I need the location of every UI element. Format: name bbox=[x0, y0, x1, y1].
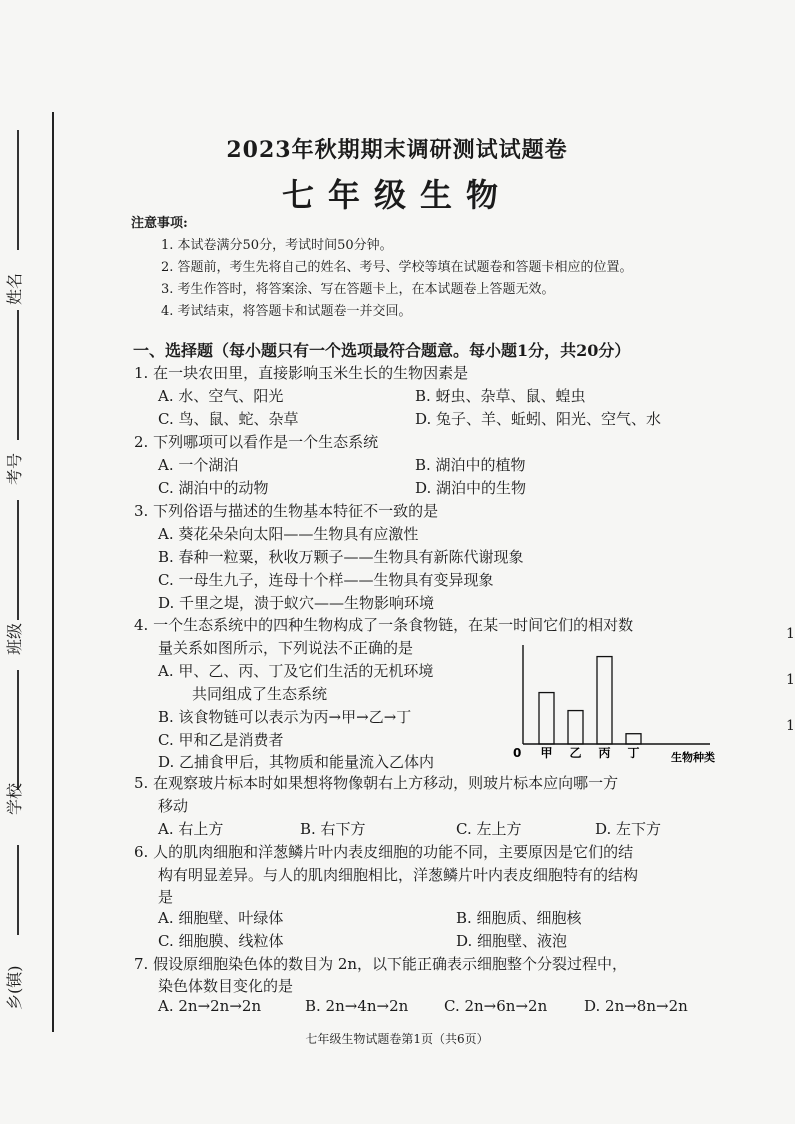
option: C. 甲和乙是消费者 bbox=[158, 731, 284, 749]
question-stem: 是 bbox=[158, 888, 174, 906]
bar-乙 bbox=[568, 711, 583, 744]
right-edge-mark: 1 bbox=[786, 672, 795, 688]
option: D. 兔子、羊、蚯蚓、阳光、空气、水 bbox=[415, 410, 662, 428]
option: A. 2n→2n→2n bbox=[158, 997, 262, 1015]
question-stem: 3. 下列俗语与描述的生物基本特征不一致的是 bbox=[134, 502, 439, 520]
right-edge-mark: 1 bbox=[786, 718, 795, 734]
option: B. 该食物链可以表示为丙→甲→乙→丁 bbox=[158, 708, 412, 726]
notice-item: 2. 答题前，考生先将自己的姓名、考号、学校等填在试题卷和答题卡相应的位置。 bbox=[161, 260, 633, 275]
food-chain-bar-chart bbox=[505, 640, 725, 768]
option: D. 湖泊中的生物 bbox=[415, 479, 527, 497]
name-label: 姓名 bbox=[5, 272, 24, 305]
bar-丁 bbox=[626, 734, 641, 744]
question-stem: 2. 下列哪项可以看作是一个生态系统 bbox=[134, 433, 379, 451]
option: B. 蚜虫、杂草、鼠、蝗虫 bbox=[415, 387, 586, 405]
question-stem: 构有明显差异。与人的肌肉细胞相比，洋葱鳞片叶内表皮细胞特有的结构 bbox=[158, 866, 639, 884]
option: C. 2n→6n→2n bbox=[444, 997, 548, 1015]
id-label: 考号 bbox=[5, 452, 24, 485]
question-stem: 染色体数目变化的是 bbox=[158, 977, 294, 995]
option: A. 右上方 bbox=[158, 820, 224, 838]
option: A. 细胞壁、叶绿体 bbox=[158, 909, 284, 927]
option: A. 甲、乙、丙、丁及它们生活的无机环境 bbox=[158, 662, 434, 680]
binding-line bbox=[52, 112, 54, 1032]
option: B. 右下方 bbox=[300, 820, 366, 838]
option: 共同组成了生态系统 bbox=[192, 685, 328, 703]
origin-label: 0 bbox=[513, 746, 522, 760]
option: C. 细胞膜、线粒体 bbox=[158, 932, 284, 950]
class-blank-line bbox=[17, 500, 19, 620]
option: C. 鸟、鼠、蛇、杂草 bbox=[158, 410, 299, 428]
x-axis-label: 生物种类 bbox=[671, 751, 715, 764]
option: B. 2n→4n→2n bbox=[305, 997, 409, 1015]
town-label: 乡(镇) bbox=[5, 965, 24, 1010]
question-stem: 4. 一个生态系统中的四种生物构成了一条食物链，在某一时间它们的相对数 bbox=[134, 616, 634, 634]
notice-item: 4. 考试结束，将答题卡和试题卷一并交回。 bbox=[161, 304, 412, 319]
option: D. 乙捕食甲后，其物质和能量流入乙体内 bbox=[158, 753, 435, 771]
class-label: 班级 bbox=[5, 622, 24, 655]
school-blank-line bbox=[17, 670, 19, 790]
option: D. 左下方 bbox=[595, 820, 662, 838]
option: C. 一母生九子，连母十个样——生物具有变异现象 bbox=[158, 571, 494, 589]
question-stem: 量关系如图所示，下列说法不正确的是 bbox=[158, 639, 414, 657]
notice-item: 3. 考生作答时，将答案涂、写在答题卡上，在本试题卷上答题无效。 bbox=[161, 282, 555, 297]
school-label: 学校 bbox=[5, 782, 24, 815]
subject-title: 七年级生物 bbox=[281, 176, 512, 214]
section-heading: 一、选择题（每小题只有一个选项最符合题意。每小题1分，共20分） bbox=[133, 341, 631, 360]
option: C. 湖泊中的动物 bbox=[158, 479, 269, 497]
id-blank-line bbox=[17, 310, 19, 440]
option: C. 左上方 bbox=[456, 820, 522, 838]
bar-甲 bbox=[539, 693, 554, 744]
exam-title: 2023年秋期期末调研测试试题卷 bbox=[226, 137, 568, 163]
page-footer: 七年级生物试题卷第1页（共6页） bbox=[305, 1032, 489, 1046]
category-label: 丁 bbox=[627, 746, 640, 760]
option: A. 葵花朵朵向太阳——生物具有应激性 bbox=[158, 525, 419, 543]
question-stem: 移动 bbox=[158, 797, 189, 815]
option: B. 春种一粒粟，秋收万颗子——生物具有新陈代谢现象 bbox=[158, 548, 524, 566]
category-label: 甲 bbox=[540, 746, 553, 760]
category-label: 丙 bbox=[598, 746, 611, 760]
notice-item: 1. 本试卷满分50分，考试时间50分钟。 bbox=[161, 238, 393, 253]
notice-heading: 注意事项: bbox=[131, 216, 188, 231]
question-stem: 7. 假设原细胞染色体的数目为 2n，以下能正确表示细胞整个分裂过程中， bbox=[134, 955, 628, 973]
option: D. 2n→8n→2n bbox=[584, 997, 688, 1015]
question-stem: 6. 人的肌肉细胞和洋葱鳞片叶内表皮细胞的功能不同，主要原因是它们的结 bbox=[134, 843, 634, 861]
question-stem: 5. 在观察玻片标本时如果想将物像朝右上方移动，则玻片标本应向哪一方 bbox=[134, 774, 619, 792]
option: B. 湖泊中的植物 bbox=[415, 456, 526, 474]
town-blank-line bbox=[17, 845, 19, 935]
option: A. 一个湖泊 bbox=[158, 456, 239, 474]
option: D. 千里之堤，溃于蚁穴——生物影响环境 bbox=[158, 594, 435, 612]
option: D. 细胞壁、液泡 bbox=[456, 932, 568, 950]
question-stem: 1. 在一块农田里，直接影响玉米生长的生物因素是 bbox=[134, 364, 469, 382]
category-label: 乙 bbox=[569, 746, 582, 760]
option: A. 水、空气、阳光 bbox=[158, 387, 284, 405]
right-edge-mark: 1 bbox=[786, 626, 795, 642]
bar-丙 bbox=[597, 657, 612, 744]
option: B. 细胞质、细胞核 bbox=[456, 909, 582, 927]
